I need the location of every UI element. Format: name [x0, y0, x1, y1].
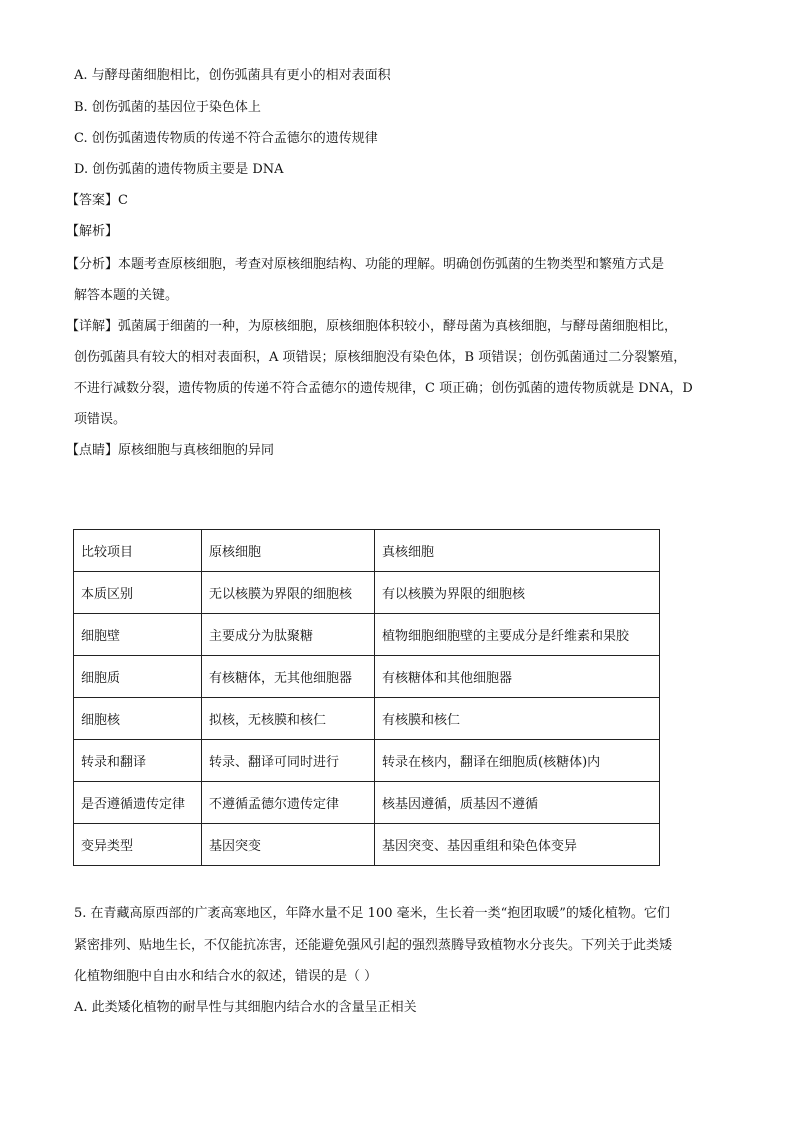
table-header-cell: 原核细胞	[202, 530, 375, 572]
option-c: C. 创伤弧菌遗传物质的传递不符合孟德尔的遗传规律	[74, 131, 378, 146]
dianjing-line	[66, 442, 274, 460]
fenxi-line-2: 解答本题的关键。	[74, 288, 179, 303]
table-cell: 转录、翻译可同时进行	[202, 740, 375, 782]
question-5-line-3: 化植物细胞中自由水和结合水的叙述，错误的是（ ）	[74, 969, 378, 984]
table-cell: 核基因遵循，质基因不遵循	[375, 782, 660, 824]
answer-value: C	[118, 193, 128, 208]
fenxi-text-1: 本题考查原核细胞，考查对原核细胞结构、功能的理解。明确创伤弧菌的生物类型和繁殖方式是	[118, 257, 665, 272]
table-cell: 变异类型	[74, 824, 202, 866]
table-cell: 细胞核	[74, 698, 202, 740]
option-d: D. 创伤弧菌的遗传物质主要是 DNA	[74, 162, 284, 177]
table-row	[74, 740, 660, 782]
table-cell: 转录和翻译	[74, 740, 202, 782]
analysis-label: 【解析】	[66, 224, 119, 239]
table-row	[74, 824, 660, 866]
question-5-option-a: A. 此类矮化植物的耐旱性与其细胞内结合水的含量呈正相关	[74, 1000, 417, 1015]
question-5-line-2: 紧密排列、贴地生长，不仅能抗冻害，还能避免强风引起的强烈蒸腾导致植物水分丧失。下列关于此类矮	[74, 938, 673, 953]
table-cell: 不遵循孟德尔遗传定律	[202, 782, 375, 824]
table-cell: 无以核膜为界限的细胞核	[202, 572, 375, 614]
fenxi-label: 【分析】	[66, 257, 119, 272]
table-cell: 有核糖体，无其他细胞器	[202, 656, 375, 698]
table-cell: 主要成分为肽聚糖	[202, 614, 375, 656]
xiangjie-line-4: 项错误。	[74, 412, 127, 427]
option-a: A. 与酵母菌细胞相比，创伤弧菌具有更小的相对表面积	[74, 68, 391, 83]
table-cell: 转录在核内，翻译在细胞质(核糖体)内	[375, 740, 660, 782]
option-b: B. 创伤弧菌的基因位于染色体上	[74, 100, 261, 115]
table-row	[74, 698, 660, 740]
dianjing-text: 原核细胞与真核细胞的异同	[118, 443, 275, 458]
question-5-line-1: 5. 在青藏高原西部的广袤高寒地区，年降水量不足 100 毫米，生长着一类“抱团取暖”的矮化植物。它们	[74, 906, 670, 921]
table-cell: 本质区别	[74, 572, 202, 614]
fenxi-line-1	[66, 256, 664, 274]
table-cell: 是否遵循遗传定律	[74, 782, 202, 824]
xiangjie-line-1	[66, 318, 677, 336]
table-cell: 细胞壁	[74, 614, 202, 656]
table-cell: 有核糖体和其他细胞器	[375, 656, 660, 698]
table-cell: 细胞质	[74, 656, 202, 698]
table-cell: 有核膜和核仁	[375, 698, 660, 740]
xiangjie-text-1: 弧菌属于细菌的一种，为原核细胞，原核细胞体积较小，酵母菌为真核细胞，与酵母菌细胞相比，	[118, 319, 678, 334]
table-cell: 基因突变、基因重组和染色体变异	[375, 824, 660, 866]
table-cell: 植物细胞细胞壁的主要成分是纤维素和果胶	[375, 614, 660, 656]
table-header-row	[74, 530, 660, 572]
table-row	[74, 614, 660, 656]
table-row	[74, 656, 660, 698]
dianjing-label: 【点睛】	[66, 443, 119, 458]
xiangjie-label: 【详解】	[66, 319, 119, 334]
comparison-table	[73, 529, 660, 866]
answer-line	[66, 192, 128, 210]
table-cell: 基因突变	[202, 824, 375, 866]
table-row	[74, 572, 660, 614]
xiangjie-line-2: 创伤弧菌具有较大的相对表面积，A 项错误；原核细胞没有染色体，B 项错误；创伤弧菌通过二分裂繁殖，	[74, 350, 687, 365]
xiangjie-line-3: 不进行减数分裂，遗传物质的传递不符合孟德尔的遗传规律，C 项正确；创伤弧菌的遗传物质就是 DNA，D	[74, 381, 693, 396]
table-cell: 有以核膜为界限的细胞核	[375, 572, 660, 614]
table-header-cell: 真核细胞	[375, 530, 660, 572]
table-header-cell: 比较项目	[74, 530, 202, 572]
answer-label: 【答案】	[66, 193, 119, 208]
table-row	[74, 782, 660, 824]
table-cell: 拟核，无核膜和核仁	[202, 698, 375, 740]
